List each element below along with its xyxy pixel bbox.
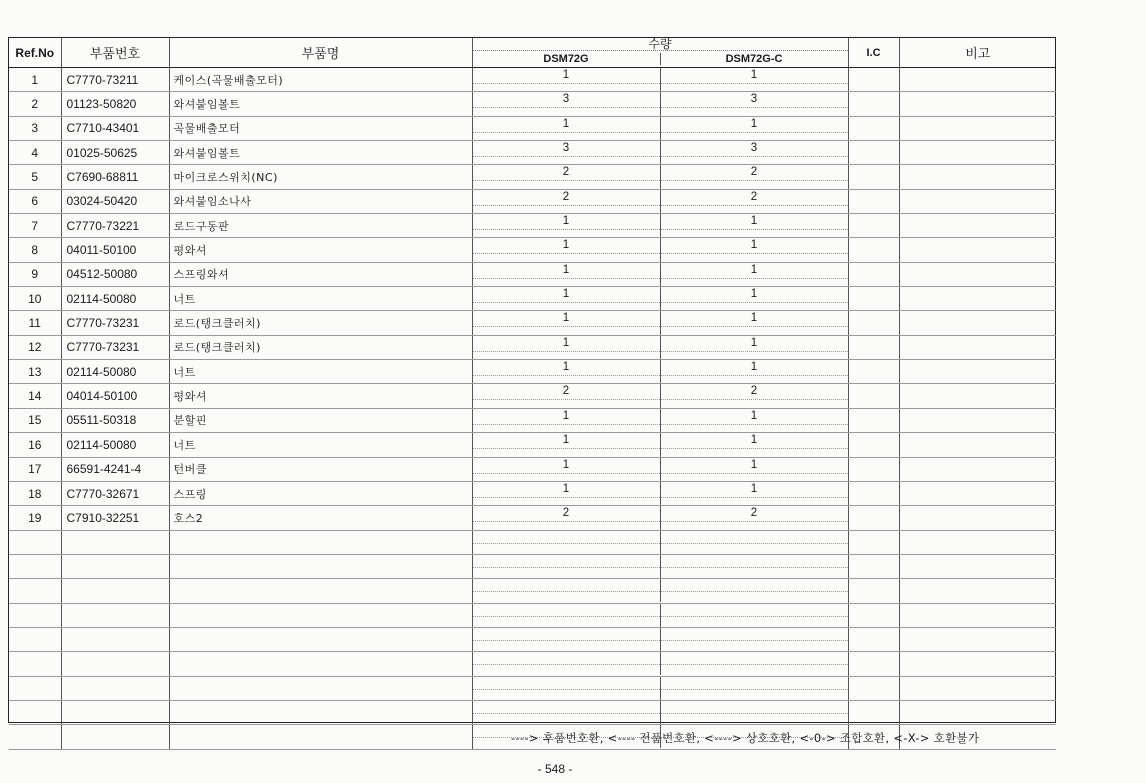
empty-cell (848, 579, 899, 603)
cell-ref-no: 3 (9, 116, 61, 140)
empty-cell (169, 579, 472, 603)
cell-qty-dsm72g-c (661, 482, 848, 505)
empty-cell (9, 676, 61, 700)
table-header-row (9, 38, 1056, 68)
cell-ic (848, 189, 899, 213)
cell-quantity (472, 335, 848, 359)
qty-value: 2 (562, 166, 570, 179)
cell-quantity (472, 165, 848, 189)
empty-cell (848, 700, 899, 724)
cell-part-name: 곡물배출모터 (169, 116, 472, 140)
parts-list-sheet (8, 37, 1056, 723)
cell-quantity (472, 433, 848, 457)
cell-quantity (472, 311, 848, 335)
cell-part-number: 01025-50625 (61, 141, 169, 165)
qty-value: 2 (750, 166, 758, 179)
qty-value: 1 (562, 239, 570, 252)
cell-ref-no: 19 (9, 506, 61, 530)
table-row (9, 165, 1056, 189)
cell-quantity (472, 238, 848, 262)
cell-part-number: 02114-50080 (61, 287, 169, 311)
empty-cell (61, 579, 169, 603)
qty-value: 1 (750, 215, 758, 228)
cell-part-name: 호스2 (169, 506, 472, 530)
header-part-number: 부품번호 (61, 38, 169, 68)
empty-cell (899, 554, 1056, 578)
header-model-dsm72g: DSM72G (473, 53, 661, 65)
cell-qty-dsm72g (473, 117, 661, 140)
cell-qty-dsm72g (473, 263, 661, 286)
empty-cell (848, 652, 899, 676)
empty-cell (472, 579, 848, 603)
cell-quantity (472, 262, 848, 286)
empty-cell (472, 627, 848, 651)
cell-ic (848, 506, 899, 530)
cell-part-name: 스프링 (169, 481, 472, 505)
cell-qty-dsm72g-c (661, 311, 848, 334)
cell-part-name: 스프링와셔 (169, 262, 472, 286)
empty-cell (169, 603, 472, 627)
cell-quantity (472, 141, 848, 165)
empty-cell (9, 530, 61, 554)
cell-remarks (899, 311, 1056, 335)
cell-remarks (899, 141, 1056, 165)
cell-quantity (472, 68, 848, 92)
cell-ref-no: 8 (9, 238, 61, 262)
qty-value: 1 (562, 288, 570, 301)
table-row (9, 189, 1056, 213)
qty-value: 1 (750, 336, 758, 349)
cell-remarks (899, 214, 1056, 238)
cell-qty-dsm72g-c (661, 238, 848, 261)
empty-cell (899, 652, 1056, 676)
empty-cell (472, 652, 848, 676)
qty-value: 1 (750, 361, 758, 374)
cell-remarks (899, 335, 1056, 359)
empty-cell (472, 700, 848, 724)
cell-qty-dsm72g-c (661, 141, 848, 164)
empty-cell (472, 676, 848, 700)
cell-remarks (899, 92, 1056, 116)
qty-value: 1 (562, 458, 570, 471)
cell-ic (848, 433, 899, 457)
compatibility-legend: ----> 후품번호환, <---- 전품번호환, <----> 상호호환, <-0-> 조합호환, <-X-> 호환불가 (511, 731, 980, 745)
cell-ic (848, 214, 899, 238)
cell-remarks (899, 506, 1056, 530)
table-row (9, 141, 1056, 165)
empty-cell (9, 700, 61, 724)
empty-cell (61, 627, 169, 651)
table-row (9, 433, 1056, 457)
empty-cell (899, 627, 1056, 651)
cell-part-name: 분할핀 (169, 408, 472, 432)
cell-qty-dsm72g (473, 336, 661, 359)
qty-value: 2 (562, 190, 570, 203)
cell-part-name: 턴버클 (169, 457, 472, 481)
cell-ref-no: 11 (9, 311, 61, 335)
qty-value: 2 (750, 190, 758, 203)
qty-value: 1 (750, 117, 758, 130)
empty-cell (9, 627, 61, 651)
cell-ref-no: 9 (9, 262, 61, 286)
cell-remarks (899, 165, 1056, 189)
cell-quantity (472, 360, 848, 384)
qty-value: 1 (562, 434, 570, 447)
table-row (9, 214, 1056, 238)
cell-part-number: C7770-73211 (61, 68, 169, 92)
cell-ic (848, 457, 899, 481)
qty-value: 1 (750, 434, 758, 447)
empty-cell (9, 579, 61, 603)
cell-part-name: 평와셔 (169, 238, 472, 262)
qty-value: 3 (750, 142, 758, 155)
cell-qty-dsm72g (473, 311, 661, 334)
cell-qty-dsm72g-c (661, 360, 848, 383)
cell-part-name: 평와셔 (169, 384, 472, 408)
cell-ic (848, 141, 899, 165)
qty-value: 1 (750, 409, 758, 422)
cell-ic (848, 92, 899, 116)
qty-value: 2 (750, 507, 758, 520)
empty-cell (169, 554, 472, 578)
cell-quantity (472, 189, 848, 213)
cell-quantity (472, 214, 848, 238)
cell-part-name: 와셔붙임볼트 (169, 92, 472, 116)
cell-ic (848, 238, 899, 262)
cell-part-name: 너트 (169, 287, 472, 311)
cell-qty-dsm72g (473, 409, 661, 432)
cell-qty-dsm72g (473, 433, 661, 456)
cell-qty-dsm72g-c (661, 117, 848, 140)
empty-cell (899, 603, 1056, 627)
header-quantity-title: 수량 (648, 38, 672, 51)
qty-value: 2 (562, 385, 570, 398)
cell-quantity (472, 457, 848, 481)
cell-remarks (899, 408, 1056, 432)
cell-part-number: C7770-73221 (61, 214, 169, 238)
empty-cell (169, 627, 472, 651)
qty-value: 1 (562, 409, 570, 422)
cell-part-number: 66591-4241-4 (61, 457, 169, 481)
empty-row (9, 603, 1056, 627)
cell-qty-dsm72g-c (661, 433, 848, 456)
table-row (9, 360, 1056, 384)
cell-part-name: 와셔붙임볼트 (169, 141, 472, 165)
cell-qty-dsm72g-c (661, 336, 848, 359)
qty-value: 1 (750, 239, 758, 252)
cell-ref-no: 13 (9, 360, 61, 384)
qty-value: 1 (750, 312, 758, 325)
cell-qty-dsm72g-c (661, 263, 848, 286)
cell-part-number: 02114-50080 (61, 360, 169, 384)
cell-quantity (472, 408, 848, 432)
cell-part-number: 04014-50100 (61, 384, 169, 408)
table-row (9, 287, 1056, 311)
cell-ref-no: 12 (9, 335, 61, 359)
cell-remarks (899, 116, 1056, 140)
header-quantity (472, 38, 848, 68)
cell-remarks (899, 481, 1056, 505)
table-row (9, 238, 1056, 262)
table-row (9, 335, 1056, 359)
cell-qty-dsm72g (473, 506, 661, 529)
header-part-name: 부품명 (169, 38, 472, 68)
header-remarks: 비고 (899, 38, 1056, 68)
cell-qty-dsm72g (473, 384, 661, 407)
empty-row (9, 627, 1056, 651)
cell-qty-dsm72g-c (661, 384, 848, 407)
cell-part-name: 너트 (169, 360, 472, 384)
header-ic: I.C (848, 38, 899, 68)
cell-ic (848, 262, 899, 286)
cell-ref-no: 16 (9, 433, 61, 457)
qty-value: 1 (562, 312, 570, 325)
cell-remarks (899, 457, 1056, 481)
cell-ref-no: 2 (9, 92, 61, 116)
cell-ic (848, 481, 899, 505)
qty-value: 3 (562, 93, 570, 106)
cell-ic (848, 360, 899, 384)
empty-cell (848, 603, 899, 627)
empty-cell (848, 627, 899, 651)
cell-remarks (899, 287, 1056, 311)
table-row (9, 92, 1056, 116)
cell-part-number: 05511-50318 (61, 408, 169, 432)
page-number: - 548 - (537, 762, 573, 776)
qty-value: 1 (750, 263, 758, 276)
cell-remarks (899, 262, 1056, 286)
cell-qty-dsm72g-c (661, 409, 848, 432)
empty-cell (9, 554, 61, 578)
empty-cell (899, 530, 1056, 554)
qty-value: 1 (562, 336, 570, 349)
qty-value: 1 (562, 482, 570, 495)
cell-quantity (472, 384, 848, 408)
cell-part-number: 04011-50100 (61, 238, 169, 262)
qty-value: 2 (750, 385, 758, 398)
cell-qty-dsm72g (473, 190, 661, 213)
cell-qty-dsm72g-c (661, 68, 848, 91)
cell-ref-no: 15 (9, 408, 61, 432)
cell-ic (848, 165, 899, 189)
cell-part-number: 02114-50080 (61, 433, 169, 457)
empty-cell (472, 603, 848, 627)
cell-ic (848, 384, 899, 408)
cell-qty-dsm72g-c (661, 190, 848, 213)
cell-ref-no: 14 (9, 384, 61, 408)
empty-cell (169, 676, 472, 700)
cell-ic (848, 287, 899, 311)
table-row (9, 68, 1056, 92)
cell-part-name: 너트 (169, 433, 472, 457)
cell-part-number: C7770-73231 (61, 335, 169, 359)
cell-qty-dsm72g (473, 214, 661, 237)
table-row (9, 384, 1056, 408)
cell-qty-dsm72g (473, 482, 661, 505)
cell-ref-no: 1 (9, 68, 61, 92)
table-row (9, 457, 1056, 481)
empty-cell (61, 700, 169, 724)
empty-cell (169, 652, 472, 676)
cell-qty-dsm72g (473, 141, 661, 164)
qty-value: 3 (750, 93, 758, 106)
empty-cell (169, 530, 472, 554)
empty-cell (899, 676, 1056, 700)
cell-ref-no: 6 (9, 189, 61, 213)
cell-part-name: 로드(탱크클러치) (169, 311, 472, 335)
qty-value: 1 (750, 482, 758, 495)
qty-value: 1 (562, 263, 570, 276)
qty-value: 3 (562, 142, 570, 155)
empty-cell (848, 530, 899, 554)
cell-ref-no: 18 (9, 481, 61, 505)
cell-qty-dsm72g (473, 165, 661, 188)
cell-qty-dsm72g-c (661, 165, 848, 188)
qty-value: 1 (562, 117, 570, 130)
empty-cell (61, 676, 169, 700)
cell-part-name: 케이스(곡물배출모터) (169, 68, 472, 92)
table-row (9, 311, 1056, 335)
cell-part-number: C7770-32671 (61, 481, 169, 505)
cell-remarks (899, 68, 1056, 92)
empty-cell (61, 603, 169, 627)
qty-value: 1 (750, 288, 758, 301)
cell-remarks (899, 360, 1056, 384)
cell-ic (848, 68, 899, 92)
qty-value: 1 (562, 69, 570, 81)
table-row (9, 116, 1056, 140)
qty-value: 2 (562, 507, 570, 520)
header-model-dsm72g-c: DSM72G-C (725, 53, 783, 65)
cell-part-number: C7710-43401 (61, 116, 169, 140)
cell-quantity (472, 506, 848, 530)
empty-row (9, 579, 1056, 603)
cell-quantity (472, 92, 848, 116)
parts-table (9, 38, 1056, 750)
empty-row (9, 530, 1056, 554)
cell-ic (848, 311, 899, 335)
cell-part-name: 로드구동판 (169, 214, 472, 238)
qty-value: 1 (750, 69, 758, 81)
cell-ref-no: 17 (9, 457, 61, 481)
cell-part-number: C7770-73231 (61, 311, 169, 335)
cell-part-number: C7910-32251 (61, 506, 169, 530)
cell-remarks (899, 384, 1056, 408)
qty-value: 1 (562, 361, 570, 374)
table-row (9, 481, 1056, 505)
parts-table-body (9, 68, 1056, 750)
cell-ref-no: 5 (9, 165, 61, 189)
cell-qty-dsm72g (473, 238, 661, 261)
cell-ref-no: 4 (9, 141, 61, 165)
cell-qty-dsm72g-c (661, 92, 848, 115)
cell-remarks (899, 238, 1056, 262)
cell-ref-no: 10 (9, 287, 61, 311)
empty-cell (848, 676, 899, 700)
cell-quantity (472, 287, 848, 311)
cell-qty-dsm72g-c (661, 458, 848, 481)
table-row (9, 506, 1056, 530)
cell-ic (848, 408, 899, 432)
cell-quantity (472, 116, 848, 140)
cell-part-name: 로드(탱크클러치) (169, 335, 472, 359)
cell-qty-dsm72g (473, 68, 661, 91)
cell-part-number: 01123-50820 (61, 92, 169, 116)
empty-cell (169, 700, 472, 724)
empty-cell (61, 652, 169, 676)
cell-qty-dsm72g-c (661, 287, 848, 310)
cell-qty-dsm72g (473, 360, 661, 383)
empty-cell (472, 554, 848, 578)
empty-row (9, 700, 1056, 724)
qty-value: 1 (750, 458, 758, 471)
cell-part-number: 03024-50420 (61, 189, 169, 213)
empty-cell (9, 603, 61, 627)
cell-quantity (472, 481, 848, 505)
cell-ref-no: 7 (9, 214, 61, 238)
cell-qty-dsm72g (473, 458, 661, 481)
empty-cell (61, 725, 169, 749)
cell-qty-dsm72g (473, 287, 661, 310)
empty-cell (9, 725, 61, 749)
empty-cell (169, 725, 472, 749)
cell-part-number: C7690-68811 (61, 165, 169, 189)
cell-part-number: 04512-50080 (61, 262, 169, 286)
empty-cell (9, 652, 61, 676)
empty-row (9, 676, 1056, 700)
empty-row (9, 652, 1056, 676)
cell-remarks (899, 189, 1056, 213)
empty-cell (848, 554, 899, 578)
table-row (9, 262, 1056, 286)
cell-part-name: 마이크로스위치(NC) (169, 165, 472, 189)
empty-cell (472, 530, 848, 554)
empty-row (9, 554, 1056, 578)
qty-value: 1 (562, 215, 570, 228)
empty-cell (61, 554, 169, 578)
cell-ic (848, 116, 899, 140)
header-ref-no: Ref.No (9, 38, 61, 68)
cell-qty-dsm72g-c (661, 506, 848, 529)
table-row (9, 408, 1056, 432)
cell-qty-dsm72g-c (661, 214, 848, 237)
empty-cell (899, 579, 1056, 603)
cell-part-name: 와셔붙임소나사 (169, 189, 472, 213)
cell-remarks (899, 433, 1056, 457)
cell-ic (848, 335, 899, 359)
empty-cell (61, 530, 169, 554)
empty-cell (899, 700, 1056, 724)
cell-qty-dsm72g (473, 92, 661, 115)
